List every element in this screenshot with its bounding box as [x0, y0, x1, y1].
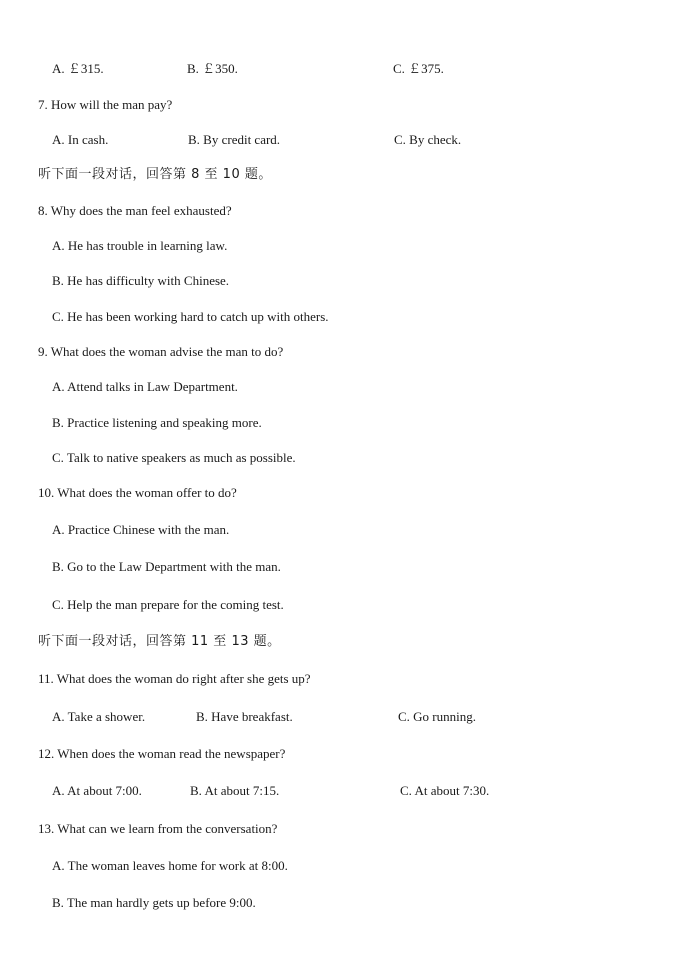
q9-question: 9. What does the woman advise the man to do?: [38, 344, 284, 359]
q6-option-b: B. ￡350.: [187, 61, 238, 76]
q9-option-c: C. Talk to native speakers as much as possible.: [52, 450, 296, 465]
section-header-8-10: 听下面一段对话，回答第 8 至 10 题。: [38, 167, 272, 182]
section-header-11-13: 听下面一段对话，回答第 11 至 13 题。: [38, 634, 281, 649]
q10-question: 10. What does the woman offer to do?: [38, 485, 237, 500]
q8-option-a: A. He has trouble in learning law.: [52, 238, 228, 253]
q7-option-a: A. In cash.: [52, 132, 109, 147]
q13-option-a: A. The woman leaves home for work at 8:00.: [52, 858, 288, 873]
q11-option-a: A. Take a shower.: [52, 709, 146, 724]
q8-option-c: C. He has been working hard to catch up with others.: [52, 309, 329, 324]
q8-question: 8. Why does the man feel exhausted?: [38, 203, 232, 218]
q9-option-b: B. Practice listening and speaking more.: [52, 415, 262, 430]
q7-question: 7. How will the man pay?: [38, 97, 173, 112]
q11-question: 11. What does the woman do right after she gets up?: [38, 671, 311, 686]
q6-option-a: A. ￡315.: [52, 61, 104, 76]
q10-option-a: A. Practice Chinese with the man.: [52, 522, 230, 537]
q12-option-c: C. At about 7:30.: [400, 783, 490, 798]
q10-option-c: C. Help the man prepare for the coming test.: [52, 597, 284, 612]
q13-question: 13. What can we learn from the conversation?: [38, 821, 278, 836]
q12-option-b: B. At about 7:15.: [190, 783, 280, 798]
q11-option-b: B. Have breakfast.: [196, 709, 293, 724]
q7-option-c: C. By check.: [394, 132, 462, 147]
q8-option-b: B. He has difficulty with Chinese.: [52, 273, 230, 288]
q13-option-b: B. The man hardly gets up before 9:00.: [52, 895, 256, 910]
q12-question: 12. When does the woman read the newspaper?: [38, 746, 286, 761]
q6-option-c: C. ￡375.: [393, 61, 444, 76]
q10-option-b: B. Go to the Law Department with the man.: [52, 559, 281, 574]
q7-option-b: B. By credit card.: [188, 132, 281, 147]
q9-option-a: A. Attend talks in Law Department.: [52, 379, 238, 394]
q11-option-c: C. Go running.: [398, 709, 476, 724]
q12-option-a: A. At about 7:00.: [52, 783, 142, 798]
